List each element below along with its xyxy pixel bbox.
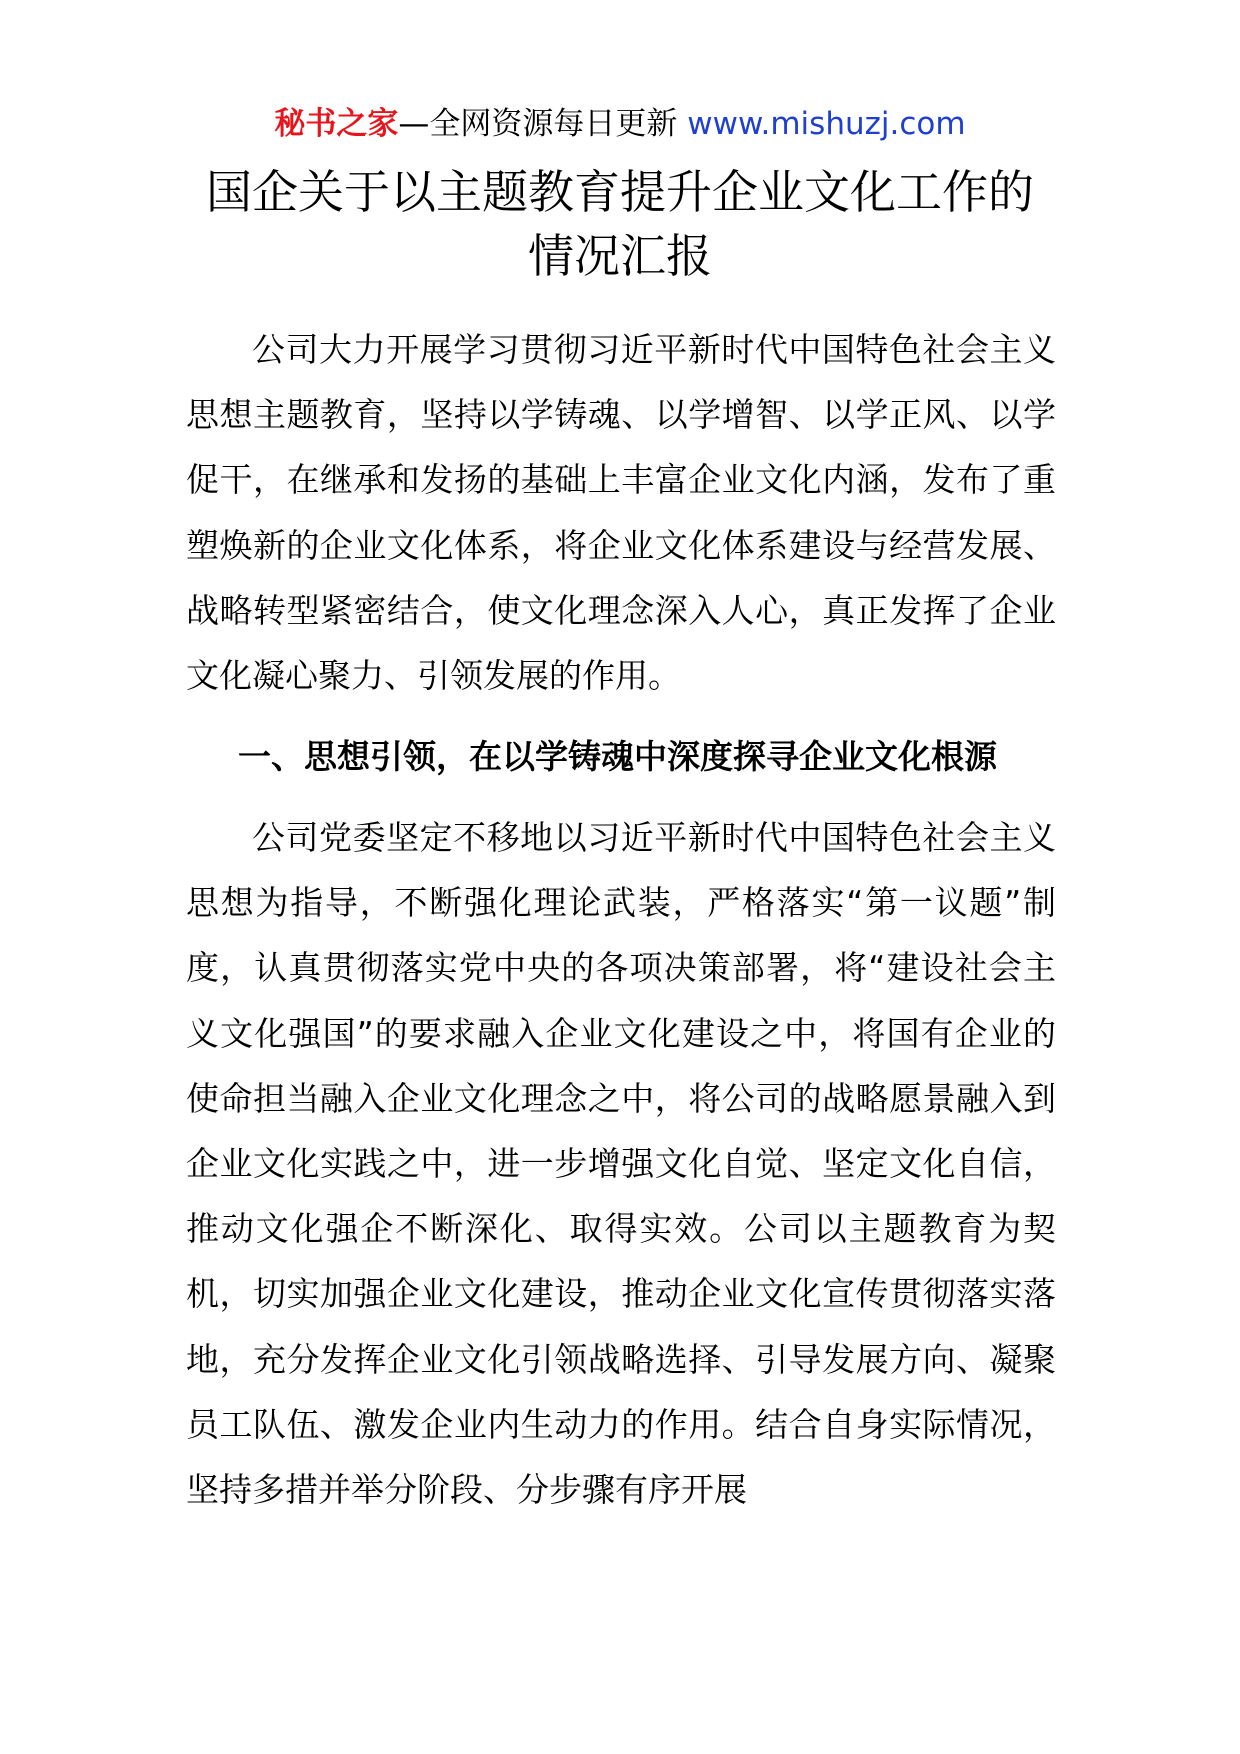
paragraph-intro: 公司大力开展学习贯彻习近平新时代中国特色社会主义思想主题教育，坚持以学铸魂、以学增智、以学正风、以学促干，在继承和发扬的基础上丰富企业文化内涵，发布了重塑焕新的企业文化体系，将企业文化体系建设与经营发展、战略转型紧密结合，使文化理念深入人心，真正发挥了企业文化凝心聚力、引领发展的作用。 (186, 330, 1056, 696)
paragraph-section-1: 公司党委坚定不移地以习近平新时代中国特色社会主义思想为指导，不断强化理论武装，严格落实“第一议题”制度，认真贯彻落实党中央的各项决策部署，将“建设社会主义文化强国”的要求融入企业文化建设之中，将国有企业的使命担当融入企业文化理念之中，将公司的战略愿景融入到企业文化实践之中，进一步增强文化自觉、坚定文化自信，推动文化强企不断深化、取得实效。公司以主题教育为契机，切实加强企业文化建设，推动企业文化宣传贯彻落实落地，充分发挥企业文化引领战略选择、引导发展方向、凝聚员工队伍、激发企业内生动力的作用。结合自身实际情况，坚持多措并举分阶段、分步骤有序开展 (186, 818, 1056, 1510)
banner-tagline: —全网资源每日更新 (398, 106, 688, 142)
section-heading-1: 一、思想引领，在以学铸魂中深度探寻企业文化根源 (238, 737, 997, 776)
source-banner (0, 102, 1240, 146)
document-title (160, 160, 1080, 288)
title-line-1: 国企关于以主题教育提升企业文化工作的 (206, 165, 1034, 219)
banner-url-link[interactable]: www.mishuzj.com (687, 106, 966, 142)
banner-brand: 秘书之家 (274, 106, 399, 142)
title-line-2: 情况汇报 (528, 229, 712, 283)
